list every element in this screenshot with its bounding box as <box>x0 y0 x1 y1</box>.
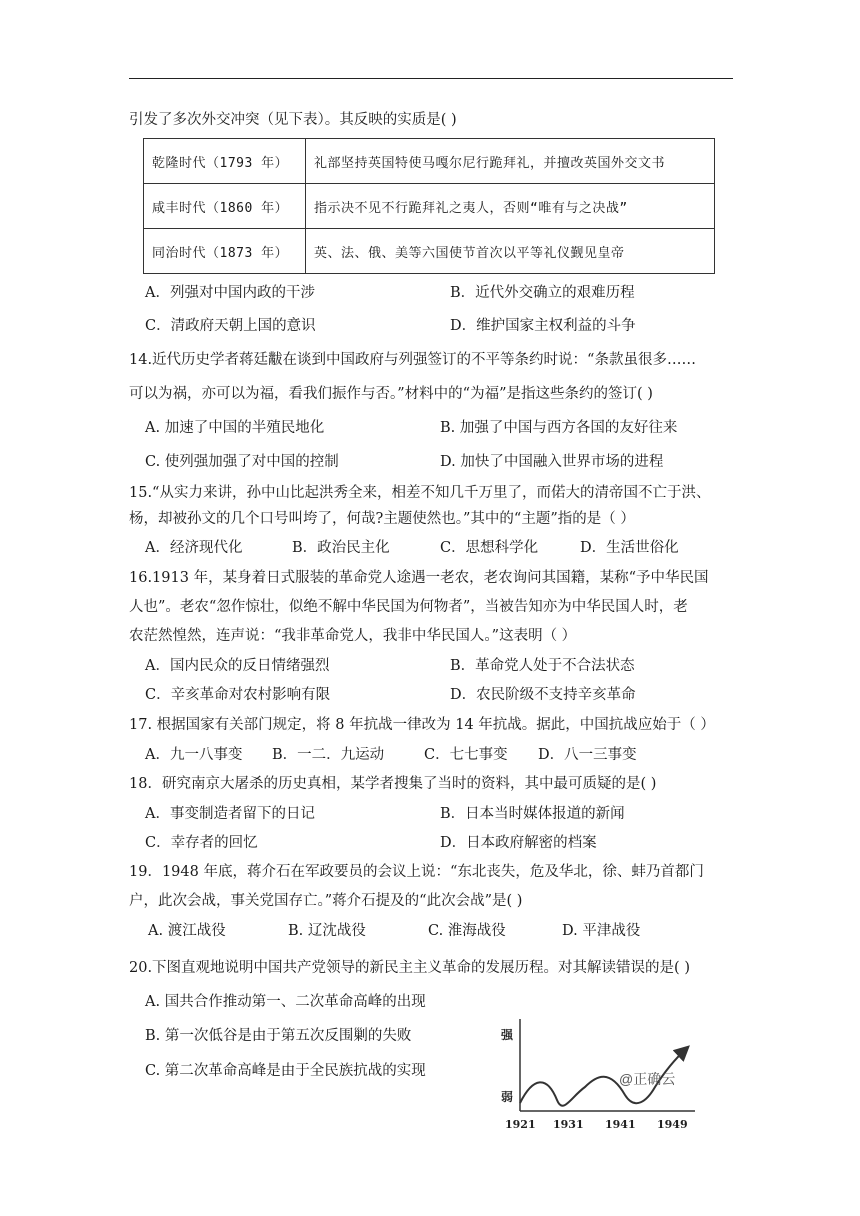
table-row <box>144 184 715 229</box>
q17-option-d: D．八一三事变 <box>538 747 637 763</box>
q14-option-b: B. 加强了中国与西方各国的友好往来 <box>440 420 678 436</box>
q13-option-d: D．维护国家主权利益的斗争 <box>450 318 636 334</box>
q14-option-d: D. 加快了中国融入世界市场的进程 <box>440 454 664 470</box>
table-cell-event: 指示决不见不行跪拜礼之夷人，否则“唯有与之决战” <box>306 184 715 229</box>
q15-option-c: C．思想科学化 <box>440 540 539 556</box>
table-cell-event: 礼部坚持英国特使马嘎尔尼行跪拜礼，并擅改英国外交文书 <box>306 139 715 184</box>
q19-option-c: C. 淮海战役 <box>428 923 506 939</box>
q19-option-a: A. 渡江战役 <box>148 923 226 939</box>
q15-line-1: 15.“从实力来讲，孙中山比起洪秀全来，相差不知几千万里了，而偌大的清帝国不亡于洪、 <box>129 485 711 501</box>
q19-option-b: B. 辽沈战役 <box>288 923 366 939</box>
q18-option-d: D．日本政府解密的档案 <box>440 835 597 851</box>
q20-option-c: C. 第二次革命高峰是由于全民族抗战的实现 <box>145 1063 426 1079</box>
q19-option-d: D. 平津战役 <box>562 923 641 939</box>
q16-option-d: D．农民阶级不支持辛亥革命 <box>450 687 636 703</box>
table-cell-era: 同治时代（1873 年） <box>144 229 306 274</box>
q18-option-a: A．事变制造者留下的日记 <box>145 806 315 822</box>
q14-line-1: 14.近代历史学者蒋廷黻在谈到中国政府与列强签订的不平等条约时说：“条款虽很多…… <box>129 352 696 368</box>
q18-option-c: C．幸存者的回忆 <box>145 835 258 851</box>
x-tick-label: 1941 <box>605 1118 636 1130</box>
q15-line-2: 杨，却被孙文的几个口号叫垮了，何哉?主题使然也。”其中的“主题”指的是（ ） <box>129 511 635 527</box>
q16-line-2: 人也”。老农“忽作惊壮，似绝不解中华民国为何物者”，当被告知亦为中华民国人时，老 <box>129 599 688 615</box>
q16-option-c: C．辛亥革命对农村影响有限 <box>145 687 331 703</box>
x-tick-label: 1921 <box>505 1118 536 1130</box>
table-cell-era: 乾隆时代（1793 年） <box>144 139 306 184</box>
q15-option-b: B．政治民主化 <box>292 540 390 556</box>
q20-line-1: 20.下图直观地说明中国共产党领导的新民主主义革命的发展历程。对其解读错误的是( ) <box>129 960 690 976</box>
history-table <box>143 138 715 274</box>
table-row <box>144 229 715 274</box>
y-label-strong: 强 <box>501 1028 514 1042</box>
q13-option-a: A．列强对中国内政的干涉 <box>145 285 315 301</box>
y-label-weak: 弱 <box>501 1090 514 1104</box>
table-cell-event: 英、法、俄、美等六国使节首次以平等礼仪觐见皇帝 <box>306 229 715 274</box>
q14-option-c: C. 使列强加强了对中国的控制 <box>145 454 339 470</box>
q14-line-2: 可以为祸，亦可以为福，看我们振作与否。”材料中的“为福”是指这些条约的签订( ) <box>129 386 653 402</box>
q17-option-b: B．一二．九运动 <box>272 747 385 763</box>
q16-option-a: A．国内民众的反日情绪强烈 <box>145 658 330 674</box>
q19-line-1: 19．1948 年底，蒋介石在军政要员的会议上说：“东北丧失，危及华北，徐、蚌乃首都门 <box>129 864 704 880</box>
watermark-text: @正确云 <box>619 1071 676 1087</box>
revolution-trend-chart <box>495 1015 705 1130</box>
q15-option-a: A．经济现代化 <box>145 540 243 556</box>
q17-line-1: 17. 根据国家有关部门规定，将 8 年抗战一律改为 14 年抗战。据此，中国抗战应始于（ ） <box>129 717 715 733</box>
q16-option-b: B．革命党人处于不合法状态 <box>450 658 635 674</box>
header-rule <box>129 78 733 79</box>
q20-option-a: A. 国共合作推动第一、二次革命高峰的出现 <box>145 994 426 1010</box>
table-row <box>144 139 715 184</box>
q13-stem: 引发了多次外交冲突（见下表）。其反映的实质是( ) <box>129 112 457 128</box>
q18-option-b: B．日本当时媒体报道的新闻 <box>440 806 625 822</box>
q16-line-3: 农茫然惶然，连声说：“我非革命党人，我非中华民国人。”这表明（ ） <box>129 628 577 644</box>
q16-line-1: 16.1913 年，某身着日式服装的革命党人途遇一老农，老农询问其国籍，某称“予中华民国 <box>129 570 709 586</box>
q15-option-d: D．生活世俗化 <box>580 540 679 556</box>
q18-line-1: 18．研究南京大屠杀的历史真相，某学者搜集了当时的资料，其中最可质疑的是( ) <box>129 776 657 792</box>
q13-option-c: C．清政府天朝上国的意识 <box>145 318 316 334</box>
q17-option-c: C．七七事变 <box>424 747 508 763</box>
table-cell-era: 咸丰时代（1860 年） <box>144 184 306 229</box>
q20-option-b: B. 第一次低谷是由于第五次反围剿的失败 <box>145 1028 412 1044</box>
q19-line-2: 户，此次会战，事关党国存亡。”蒋介石提及的“此次会战”是( ) <box>129 893 523 909</box>
x-tick-label: 1949 <box>657 1118 688 1130</box>
q14-option-a: A. 加速了中国的半殖民地化 <box>145 420 325 436</box>
x-tick-label: 1931 <box>553 1118 584 1130</box>
q17-option-a: A．九一八事变 <box>145 747 243 763</box>
q13-option-b: B．近代外交确立的艰难历程 <box>450 285 635 301</box>
